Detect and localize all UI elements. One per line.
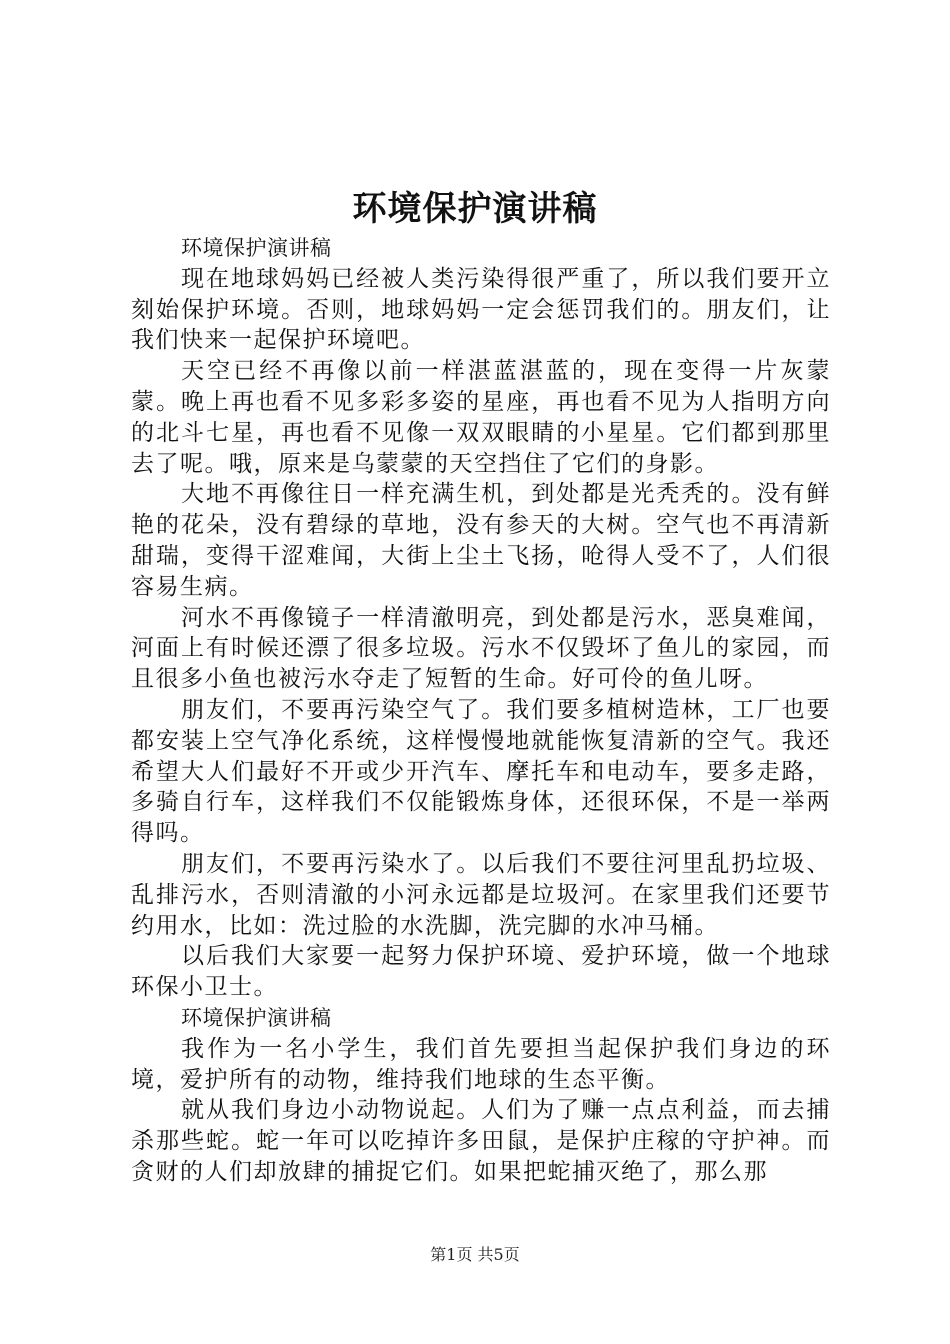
page-footer: 第1页 共5页 [430,1245,520,1264]
paragraph-subtitle-1: 环境保护演讲稿 [181,236,332,260]
paragraph: 朋友们，不要再污染水了。以后我们不要往河里乱扔垃圾、乱排污水，否则清澈的小河永远都是垃圾河。在家里我们还要节约用水，比如：洗过脸的水洗脚，洗完脚的水冲马桶。 [131,850,831,939]
document-body [131,233,831,1188]
paragraph: 河水不再像镜子一样清澈明亮，到处都是污水，恶臭难闻，河面上有时候还漂了很多垃圾。污水不仅毁坏了鱼儿的家园，而且很多小鱼也被污水夺走了短暂的生命。好可伶的鱼儿呀。 [131,604,831,693]
paragraph: 我作为一名小学生，我们首先要担当起保护我们身边的环境，爱护所有的动物，维持我们地球的生态平衡。 [131,1035,831,1093]
document-title: 环境保护演讲稿 [352,189,598,229]
paragraph-subtitle-2: 环境保护演讲稿 [181,1005,332,1030]
paragraph: 大地不再像往日一样充满生机，到处都是光秃秃的。没有鲜艳的花朵，没有碧绿的草地，没有参天的大树。空气也不再清新甜瑞，变得干涩难闻，大街上尘土飞扬，呛得人受不了，人们很容易生病。 [131,481,831,600]
paragraph: 朋友们，不要再污染空气了。我们要多植树造林，工厂也要都安装上空气净化系统，这样慢慢地就能恢复清新的空气。我还希望大人们最好不开或少开汽车、摩托车和电动车，要多走路，多骑自行车，这样我们不仅能锻炼身体，还很环保，不是一举两得吗。 [131,696,831,847]
paragraph: 天空已经不再像以前一样湛蓝湛蓝的，现在变得一片灰蒙蒙。晚上再也看不见多彩多姿的星座，再也看不见为人指明方向的北斗七星，再也看不见像一双双眼睛的小星星。它们都到那里去了呢。哦，原来是乌蒙蒙的天空挡住了它们的身影。 [131,358,831,477]
paragraph: 以后我们大家要一起努力保护环境、爱护环境，做一个地球环保小卫士。 [131,943,831,1001]
paragraph: 现在地球妈妈已经被人类污染得很严重了，所以我们要开立刻始保护环境。否则，地球妈妈一定会惩罚我们的。朋友们，让我们快来一起保护环境吧。 [131,265,831,354]
paragraph: 就从我们身边小动物说起。人们为了赚一点点利益，而去捕杀那些蛇。蛇一年可以吃掉许多田鼠，是保护庄稼的守护神。而贪财的人们却放肆的捕捉它们。如果把蛇捕灭绝了，那么那 [131,1097,831,1185]
